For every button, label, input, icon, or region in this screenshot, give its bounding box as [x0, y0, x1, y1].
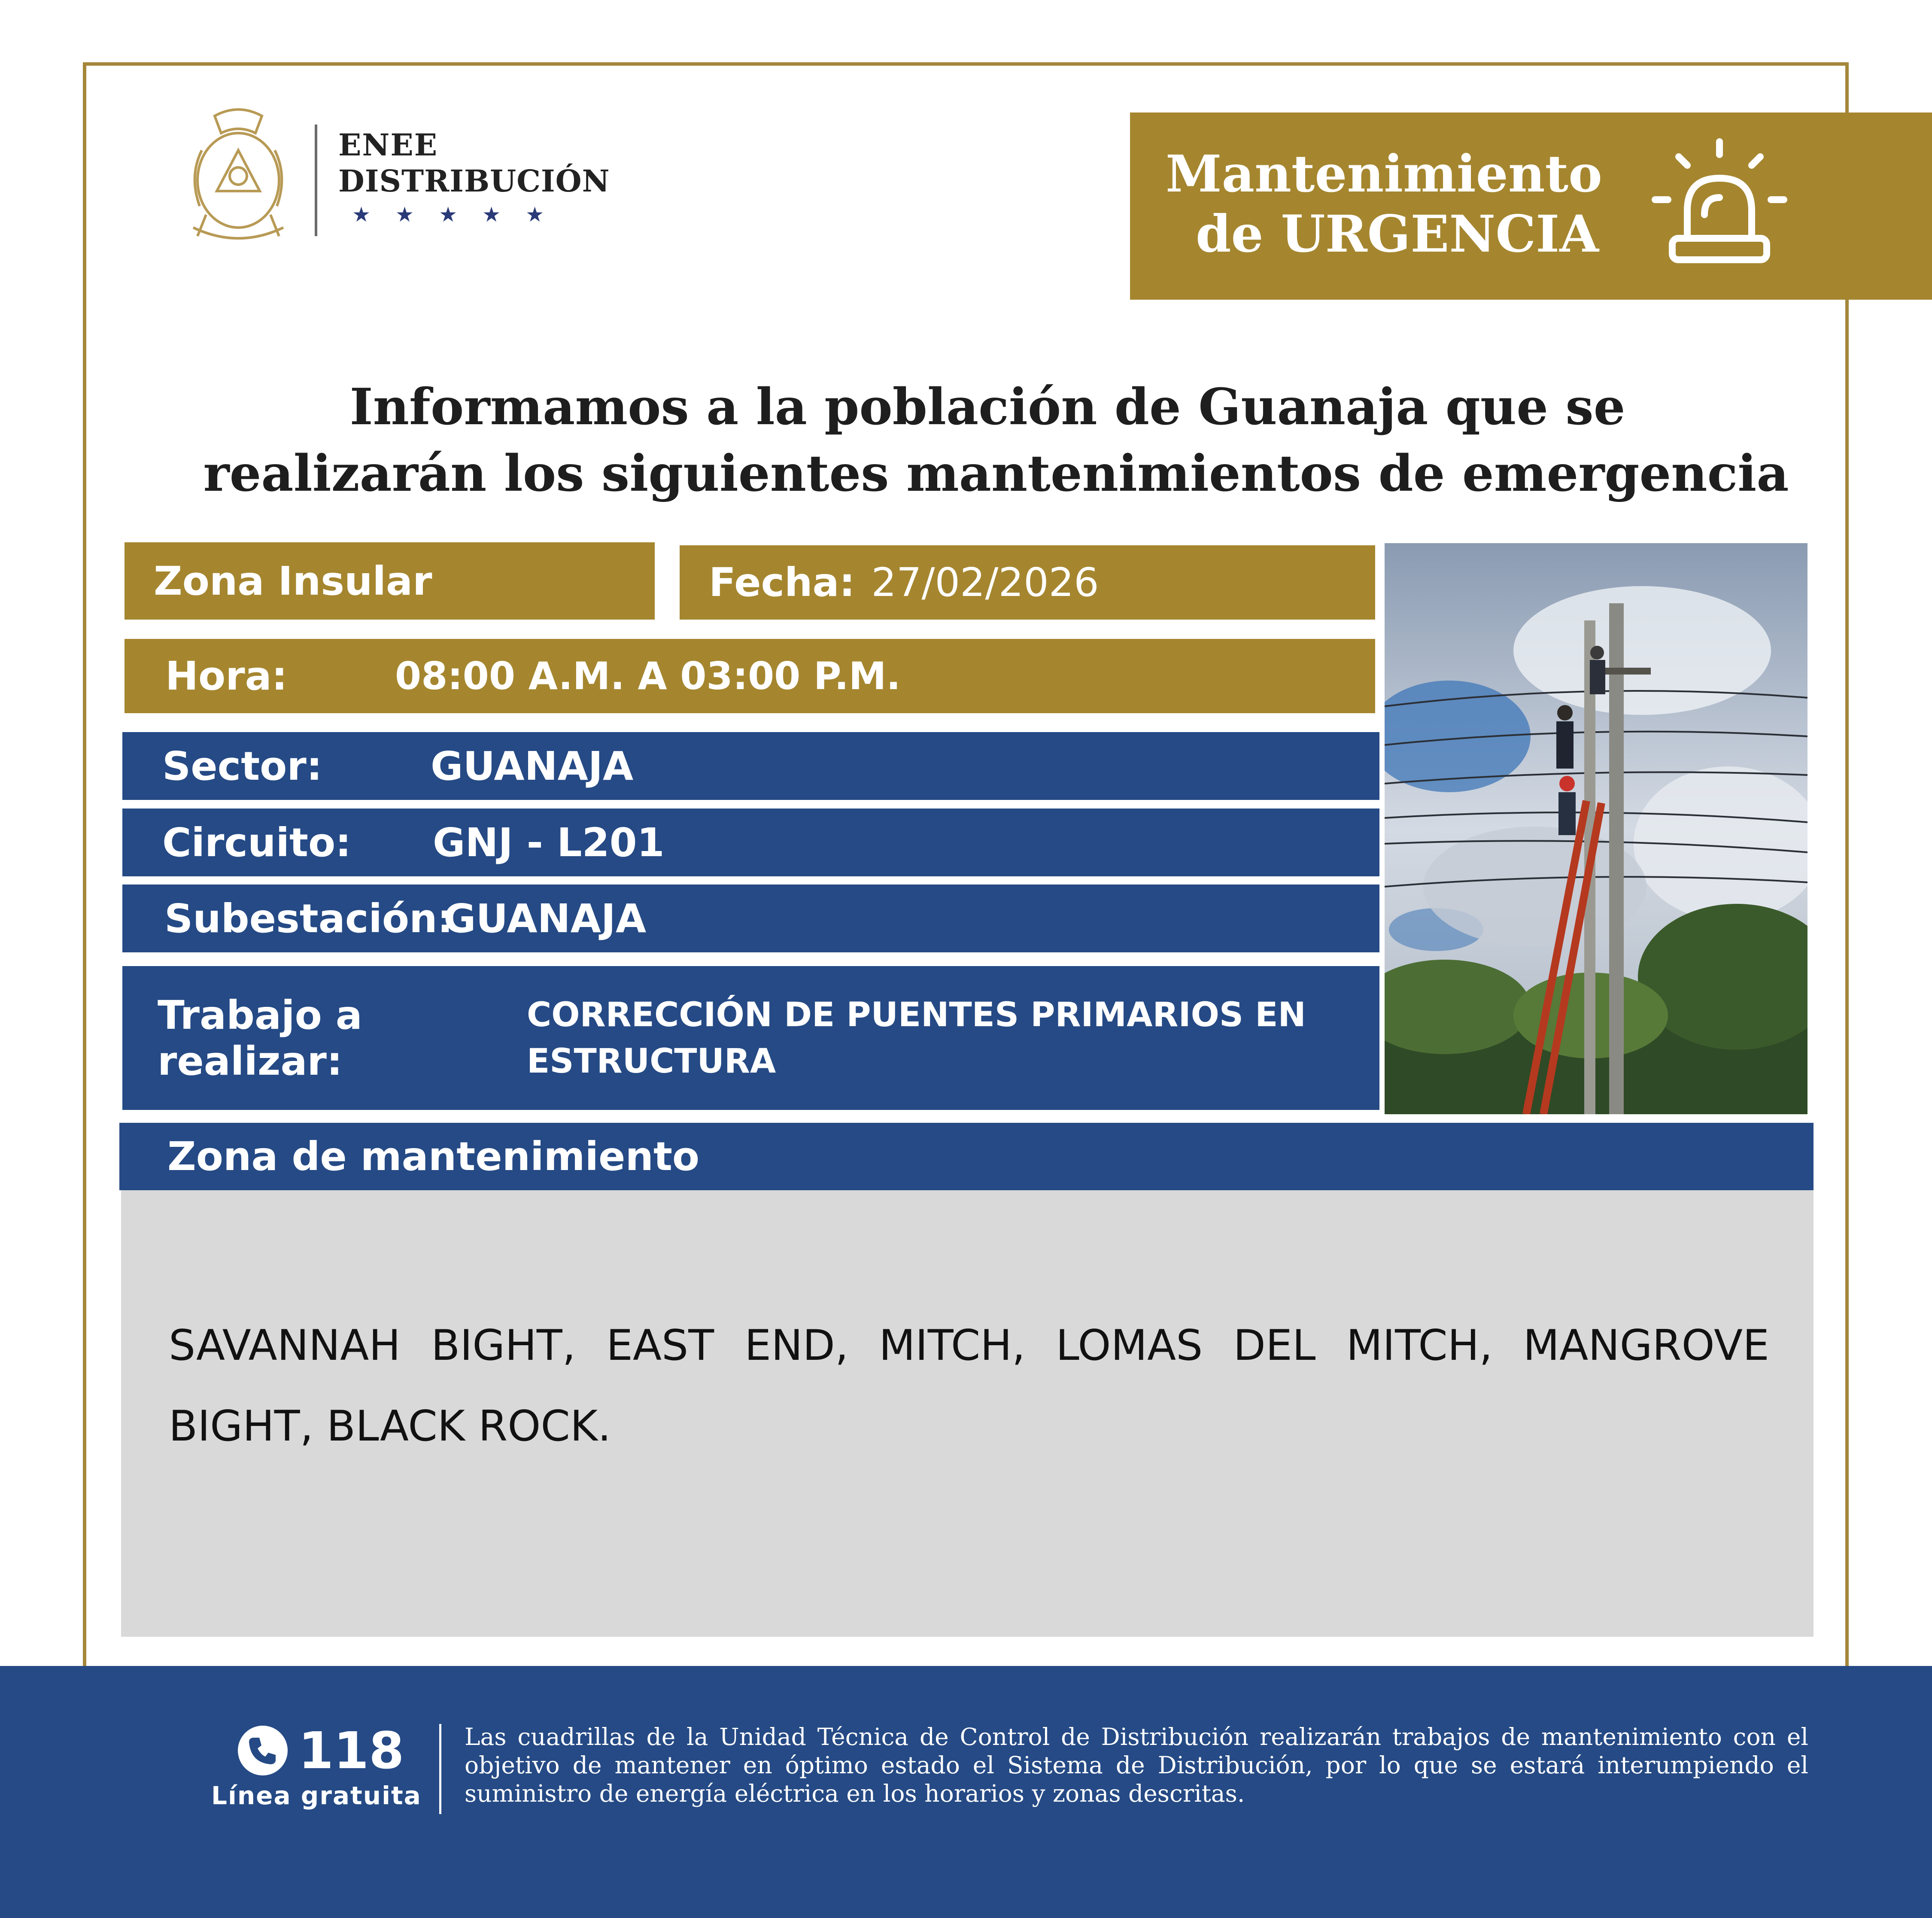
- fecha-box: [680, 545, 1375, 620]
- brand-name-line2: DISTRIBUCIÓN: [338, 163, 610, 199]
- trabajo-value: [527, 992, 1306, 1085]
- intro-heading-line1: Informamos a la población de Guanaja que se: [349, 378, 1625, 436]
- phone-number: 118: [298, 1721, 404, 1780]
- trabajo-box: [122, 966, 1379, 1110]
- intro-heading-line2: realizarán los siguientes mantenimientos de emergencia: [203, 444, 1789, 503]
- phone-icon: [237, 1725, 289, 1776]
- zona-mantenimiento-title: Zona de mantenimiento: [167, 1134, 700, 1179]
- brand-name-line1: ENEE: [338, 127, 438, 163]
- fecha-value: 27/02/2026: [871, 559, 1099, 605]
- alarm-siren-icon: [1649, 137, 1790, 271]
- hora-box: [125, 639, 1375, 713]
- footer-notice: [465, 1723, 1808, 1808]
- zona-label: Zona Insular: [154, 558, 432, 604]
- brand-stars: ★★★★★: [352, 203, 569, 227]
- coat-of-arms-emblem: [176, 99, 301, 249]
- urgent-title-line1: Mantenimiento: [1166, 144, 1602, 204]
- phone-caption: Línea gratuita: [211, 1781, 422, 1810]
- zona-box: [125, 542, 655, 620]
- hora-label: Hora:: [165, 653, 288, 699]
- maintenance-zones-list: SAVANNAH BIGHT, EAST END, MITCH, LOMAS DEL MITCH, MANGROVE BIGHT, BLACK ROCK.: [169, 1321, 1769, 1451]
- sector-label: Sector:: [162, 743, 322, 789]
- trabajo-label: Trabajo a realizar:: [158, 992, 362, 1084]
- circuito-value: GNJ - L201: [433, 819, 665, 866]
- circuito-box: [122, 809, 1379, 876]
- urgent-title-line2: de URGENCIA: [1196, 204, 1599, 264]
- footer-notice-line3: suministro de energía eléctrica en los horarios y zonas descritas.: [465, 1780, 1245, 1807]
- hora-value: 08:00 A.M. A 03:00 P.M.: [395, 654, 901, 698]
- subestacion-value: GUANAJA: [444, 895, 647, 942]
- sector-box: [122, 732, 1379, 800]
- sector-value: GUANAJA: [431, 743, 634, 789]
- trabajo-value-line1: CORRECCIÓN DE PUENTES PRIMARIOS EN: [527, 995, 1306, 1034]
- zona-mantenimiento-header: [119, 1123, 1814, 1190]
- footer-divider: [439, 1724, 441, 1814]
- crew-on-pole-photo: [1385, 543, 1807, 1114]
- subestacion-box: [122, 885, 1379, 952]
- logo-divider: [315, 125, 317, 236]
- trabajo-value-line2: ESTRUCTURA: [527, 1042, 776, 1081]
- footer-notice-line2: objetivo de mantener en óptimo estado el Sistema de Distribución, por lo que se estará interumpiendo el: [465, 1751, 1808, 1779]
- circuito-label: Circuito:: [162, 819, 351, 866]
- footer-notice-line1: Las cuadrillas de la Unidad Técnica de Control de Distribución realizarán trabajos de mantenimiento con el: [465, 1723, 1808, 1751]
- fecha-label: Fecha:: [709, 559, 855, 605]
- subestacion-label: Subestación:: [164, 895, 453, 942]
